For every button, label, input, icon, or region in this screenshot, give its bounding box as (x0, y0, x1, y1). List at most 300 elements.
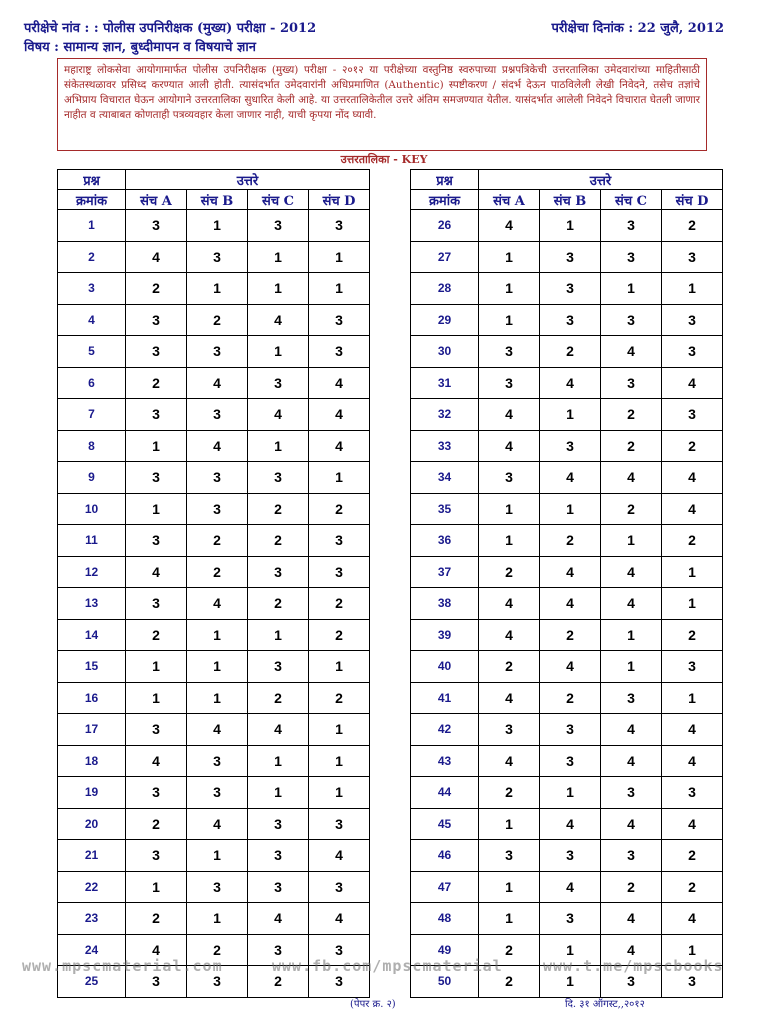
answer-set-c: 4 (601, 336, 662, 368)
answer-set-c: 2 (248, 525, 309, 557)
answer-set-d: 2 (662, 210, 723, 242)
answer-set-b: 2 (540, 336, 601, 368)
answer-set-a: 3 (479, 462, 540, 494)
answer-set-a: 3 (479, 336, 540, 368)
col-header-set-c: संच C (248, 190, 309, 210)
answer-set-c: 4 (601, 934, 662, 966)
answer-set-a: 4 (479, 619, 540, 651)
answer-set-d: 3 (309, 304, 370, 336)
answer-set-d: 4 (662, 493, 723, 525)
question-number: 8 (58, 430, 126, 462)
answer-set-d: 3 (309, 871, 370, 903)
answer-set-d: 2 (662, 871, 723, 903)
answer-set-d: 1 (309, 651, 370, 683)
answer-set-a: 3 (126, 714, 187, 746)
answer-set-d: 2 (309, 588, 370, 620)
table-row (411, 241, 723, 273)
answer-set-d: 2 (662, 430, 723, 462)
answer-set-d: 2 (309, 682, 370, 714)
col-header-set-b: संच B (540, 190, 601, 210)
answer-set-c: 3 (248, 367, 309, 399)
answer-set-b: 4 (187, 808, 248, 840)
answer-set-b: 3 (187, 745, 248, 777)
answer-set-d: 1 (662, 682, 723, 714)
table-row (58, 493, 370, 525)
question-number: 7 (58, 399, 126, 431)
answer-set-c: 1 (248, 745, 309, 777)
answer-set-d: 4 (662, 714, 723, 746)
answer-set-a: 2 (126, 903, 187, 935)
answer-set-c: 4 (601, 462, 662, 494)
answer-set-a: 1 (479, 493, 540, 525)
answer-set-b: 3 (540, 714, 601, 746)
answer-set-d: 3 (309, 210, 370, 242)
table-row (58, 808, 370, 840)
question-number: 1 (58, 210, 126, 242)
answer-set-a: 1 (479, 903, 540, 935)
answer-set-a: 1 (126, 682, 187, 714)
question-number: 13 (58, 588, 126, 620)
table-row (411, 525, 723, 557)
answer-set-d: 1 (309, 714, 370, 746)
answer-set-a: 2 (479, 651, 540, 683)
answer-set-c: 2 (248, 682, 309, 714)
question-number: 50 (411, 966, 479, 998)
answer-set-a: 1 (479, 525, 540, 557)
answer-set-a: 3 (126, 462, 187, 494)
answer-set-c: 1 (248, 777, 309, 809)
answer-set-c: 3 (248, 651, 309, 683)
answer-set-c: 3 (601, 777, 662, 809)
answer-set-c: 1 (601, 273, 662, 305)
answer-set-c: 3 (248, 840, 309, 872)
answer-set-a: 2 (126, 273, 187, 305)
answer-set-a: 1 (126, 651, 187, 683)
answer-set-d: 3 (309, 934, 370, 966)
answer-set-b: 4 (187, 430, 248, 462)
answer-set-b: 1 (187, 619, 248, 651)
answer-set-c: 1 (601, 651, 662, 683)
answer-set-c: 1 (248, 430, 309, 462)
table-row (411, 682, 723, 714)
answer-set-c: 3 (601, 241, 662, 273)
question-number: 42 (411, 714, 479, 746)
answer-set-d: 3 (662, 399, 723, 431)
exam-name: परीक्षेचे नांव : : पोलीस उपनिरीक्षक (मुख्य) परीक्षा - 2012 (24, 21, 317, 36)
answer-set-c: 3 (248, 210, 309, 242)
table-row (411, 336, 723, 368)
question-number: 49 (411, 934, 479, 966)
watermark: www.fb.com/mpscmaterial (272, 957, 503, 975)
answer-set-a: 2 (126, 619, 187, 651)
footer-date: दि. ३१ ऑगस्ट,,२०१२ (565, 999, 645, 1010)
table-row (411, 273, 723, 305)
answer-set-d: 1 (309, 273, 370, 305)
question-number: 35 (411, 493, 479, 525)
answer-set-b: 1 (540, 777, 601, 809)
answer-set-c: 4 (601, 714, 662, 746)
answer-set-d: 4 (309, 367, 370, 399)
answer-set-b: 2 (540, 619, 601, 651)
answer-set-a: 4 (126, 745, 187, 777)
col-header-qnum: क्रमांक (58, 190, 126, 210)
answer-set-d: 4 (662, 745, 723, 777)
answer-set-c: 2 (248, 493, 309, 525)
answer-set-c: 3 (248, 556, 309, 588)
answer-set-a: 3 (126, 588, 187, 620)
answer-set-d: 3 (309, 808, 370, 840)
question-number: 47 (411, 871, 479, 903)
table-row (411, 745, 723, 777)
exam-subject: विषय : सामान्य ज्ञान, बुध्दीमापन व विषयाचे ज्ञान (24, 40, 256, 55)
answer-set-d: 1 (662, 556, 723, 588)
answer-set-b: 4 (187, 588, 248, 620)
answer-set-d: 3 (309, 336, 370, 368)
answer-set-b: 4 (540, 588, 601, 620)
answer-set-c: 2 (248, 966, 309, 998)
answer-set-a: 4 (479, 430, 540, 462)
answer-set-d: 1 (309, 462, 370, 494)
answer-set-a: 3 (126, 525, 187, 557)
col-header-question: प्रश्न (411, 170, 479, 190)
answer-set-d: 2 (309, 619, 370, 651)
answer-set-b: 4 (540, 367, 601, 399)
answer-set-c: 4 (248, 304, 309, 336)
answer-set-b: 3 (187, 336, 248, 368)
answer-set-d: 1 (662, 934, 723, 966)
table-row (58, 336, 370, 368)
answer-set-b: 3 (187, 241, 248, 273)
answer-set-b: 2 (187, 304, 248, 336)
answer-set-a: 3 (126, 840, 187, 872)
question-number: 32 (411, 399, 479, 431)
answer-set-d: 1 (309, 777, 370, 809)
table-row (58, 903, 370, 935)
answer-set-d: 3 (662, 241, 723, 273)
answer-set-b: 3 (540, 903, 601, 935)
answer-set-c: 2 (601, 399, 662, 431)
question-number: 40 (411, 651, 479, 683)
question-number: 31 (411, 367, 479, 399)
table-row (58, 745, 370, 777)
answer-set-d: 3 (662, 777, 723, 809)
question-number: 46 (411, 840, 479, 872)
question-number: 23 (58, 903, 126, 935)
answer-set-a: 2 (479, 934, 540, 966)
table-row (411, 304, 723, 336)
table-row (411, 556, 723, 588)
table-row (58, 651, 370, 683)
answer-set-a: 4 (126, 241, 187, 273)
col-header-set-a: संच A (126, 190, 187, 210)
answer-set-a: 2 (126, 808, 187, 840)
question-number: 21 (58, 840, 126, 872)
answer-set-a: 1 (126, 430, 187, 462)
answer-set-a: 3 (126, 399, 187, 431)
answer-set-a: 1 (479, 241, 540, 273)
answer-set-a: 4 (479, 210, 540, 242)
answer-set-c: 2 (601, 430, 662, 462)
table-row (411, 714, 723, 746)
answer-set-c: 4 (248, 903, 309, 935)
answer-set-d: 4 (662, 367, 723, 399)
answer-set-b: 3 (540, 430, 601, 462)
table-row (411, 588, 723, 620)
answer-set-b: 4 (540, 871, 601, 903)
col-header-qnum: क्रमांक (411, 190, 479, 210)
answer-set-c: 1 (248, 336, 309, 368)
answer-set-b: 2 (187, 525, 248, 557)
question-number: 2 (58, 241, 126, 273)
question-number: 39 (411, 619, 479, 651)
answer-set-b: 3 (187, 493, 248, 525)
answer-set-c: 1 (248, 619, 309, 651)
question-number: 25 (58, 966, 126, 998)
answer-set-b: 2 (187, 556, 248, 588)
answer-set-a: 3 (126, 210, 187, 242)
notice-box: महाराष्ट्र लोकसेवा आयोगामार्फत पोलीस उपनिरीक्षक (मुख्य) परीक्षा - २०१२ या परीक्षेच्या वस्तुनिष्ठ स्वरुपाच्या प्रश्नपत्रिकेची उत्तरतालिका उमेदवारांच्या माहितीसाठी संकेतस्थळावर प्रसिध्द करण्यात आली होती. त्यासंदर्भात उमेदवारांनी अधिप्रमाणित (Authentic) स्पष्टीकरण / संदर्भ देऊन पाठविलेली लेखी निवेदने, तसेच तज्ञांचे अभिप्राय विचारात घेऊन आयोगाने उत्तरतालिका सुधारित केली आहे. या उत्तरतालिकेतील उत्तरे अंतिम समजण्यात येतील. यासंदर्भात आलेली निवेदने विचारात घेतली जाणार नाहीत व त्याबाबत कोणताही पत्रव्यवहार केला जाणार नाही, याची कृपया नोंद घ्यावी. (57, 58, 707, 151)
answer-set-b: 3 (187, 399, 248, 431)
answer-set-d: 4 (309, 430, 370, 462)
answer-set-c: 3 (601, 367, 662, 399)
answer-set-c: 3 (601, 304, 662, 336)
table-row (411, 462, 723, 494)
question-number: 15 (58, 651, 126, 683)
table-row (58, 871, 370, 903)
answer-set-b: 3 (187, 871, 248, 903)
answer-set-a: 2 (479, 777, 540, 809)
table-row (58, 777, 370, 809)
question-number: 27 (411, 241, 479, 273)
question-number: 36 (411, 525, 479, 557)
question-number: 48 (411, 903, 479, 935)
answer-set-a: 1 (479, 871, 540, 903)
watermark: www.t.me/mpscbooks (543, 957, 724, 975)
answer-set-b: 1 (187, 840, 248, 872)
answer-set-d: 4 (662, 903, 723, 935)
answer-set-d: 4 (309, 903, 370, 935)
answer-set-a: 1 (479, 808, 540, 840)
answer-set-b: 4 (540, 462, 601, 494)
col-header-answers: उत्तरे (126, 170, 370, 190)
question-number: 43 (411, 745, 479, 777)
answer-set-b: 4 (187, 714, 248, 746)
col-header-answers: उत्तरे (479, 170, 723, 190)
question-number: 18 (58, 745, 126, 777)
question-number: 10 (58, 493, 126, 525)
table-row (58, 525, 370, 557)
answer-set-c: 2 (601, 871, 662, 903)
question-number: 24 (58, 934, 126, 966)
col-header-question: प्रश्न (58, 170, 126, 190)
answer-set-d: 3 (309, 525, 370, 557)
question-number: 4 (58, 304, 126, 336)
answer-key-table-left (57, 169, 370, 998)
answer-set-b: 1 (187, 682, 248, 714)
question-number: 3 (58, 273, 126, 305)
answer-set-c: 1 (601, 525, 662, 557)
question-number: 5 (58, 336, 126, 368)
question-number: 33 (411, 430, 479, 462)
answer-set-b: 1 (187, 210, 248, 242)
question-number: 14 (58, 619, 126, 651)
question-number: 44 (411, 777, 479, 809)
question-number: 41 (411, 682, 479, 714)
answer-set-b: 3 (187, 777, 248, 809)
question-number: 22 (58, 871, 126, 903)
question-number: 12 (58, 556, 126, 588)
table-row (411, 619, 723, 651)
table-row (58, 273, 370, 305)
answer-set-b: 3 (540, 745, 601, 777)
answer-set-c: 3 (248, 462, 309, 494)
answer-set-d: 3 (662, 966, 723, 998)
question-number: 11 (58, 525, 126, 557)
table-row (58, 714, 370, 746)
answer-set-b: 3 (187, 966, 248, 998)
table-row (58, 367, 370, 399)
key-title: उत्तरतालिका - KEY (340, 153, 428, 166)
answer-set-d: 4 (662, 462, 723, 494)
table-row (411, 808, 723, 840)
answer-set-c: 1 (248, 241, 309, 273)
footer-paper-number: (पेपर क्र. २) (350, 999, 396, 1010)
question-number: 37 (411, 556, 479, 588)
answer-set-c: 3 (601, 682, 662, 714)
answer-set-a: 4 (479, 399, 540, 431)
answer-key-table-right (410, 169, 723, 998)
answer-set-c: 4 (248, 399, 309, 431)
answer-set-d: 2 (662, 840, 723, 872)
table-row (58, 682, 370, 714)
table-row (411, 840, 723, 872)
col-header-set-c: संच C (601, 190, 662, 210)
table-row (411, 367, 723, 399)
col-header-set-d: संच D (309, 190, 370, 210)
answer-set-d: 2 (309, 493, 370, 525)
question-number: 45 (411, 808, 479, 840)
table-row (58, 462, 370, 494)
answer-set-c: 4 (601, 588, 662, 620)
answer-set-c: 3 (601, 210, 662, 242)
answer-set-d: 1 (662, 588, 723, 620)
table-row (58, 210, 370, 242)
answer-set-d: 3 (309, 966, 370, 998)
table-row (58, 619, 370, 651)
answer-set-a: 3 (126, 336, 187, 368)
answer-set-b: 4 (540, 556, 601, 588)
answer-set-c: 3 (248, 808, 309, 840)
answer-set-d: 2 (662, 525, 723, 557)
answer-set-a: 3 (479, 714, 540, 746)
table-row (58, 241, 370, 273)
answer-set-d: 2 (662, 619, 723, 651)
answer-set-a: 3 (479, 367, 540, 399)
answer-set-a: 2 (126, 367, 187, 399)
answer-set-d: 4 (662, 808, 723, 840)
answer-set-b: 2 (540, 525, 601, 557)
answer-set-b: 4 (540, 651, 601, 683)
answer-set-d: 3 (662, 336, 723, 368)
table-row (411, 903, 723, 935)
question-number: 30 (411, 336, 479, 368)
answer-set-a: 4 (126, 934, 187, 966)
answer-set-b: 1 (187, 273, 248, 305)
watermark: www.mpscmaterial.com (22, 957, 223, 975)
answer-set-d: 3 (662, 304, 723, 336)
answer-set-a: 1 (479, 273, 540, 305)
table-row (411, 210, 723, 242)
answer-set-c: 1 (601, 619, 662, 651)
answer-set-b: 3 (187, 462, 248, 494)
answer-set-d: 4 (309, 840, 370, 872)
answer-set-c: 4 (601, 903, 662, 935)
answer-set-b: 3 (540, 840, 601, 872)
answer-set-c: 2 (601, 493, 662, 525)
table-row (411, 651, 723, 683)
answer-set-a: 3 (126, 777, 187, 809)
answer-set-a: 3 (126, 304, 187, 336)
answer-set-a: 3 (126, 966, 187, 998)
answer-set-b: 2 (187, 934, 248, 966)
answer-set-b: 1 (540, 493, 601, 525)
table-row (58, 840, 370, 872)
question-number: 28 (411, 273, 479, 305)
answer-set-c: 1 (248, 273, 309, 305)
answer-set-c: 4 (601, 556, 662, 588)
table-row (58, 588, 370, 620)
answer-set-d: 3 (309, 556, 370, 588)
answer-set-a: 4 (479, 682, 540, 714)
answer-set-b: 4 (187, 367, 248, 399)
question-number: 6 (58, 367, 126, 399)
answer-set-a: 4 (479, 588, 540, 620)
table-row (411, 871, 723, 903)
table-row (58, 304, 370, 336)
answer-set-a: 4 (126, 556, 187, 588)
answer-set-c: 2 (248, 588, 309, 620)
answer-set-b: 2 (540, 682, 601, 714)
table-row (411, 777, 723, 809)
answer-set-d: 1 (662, 273, 723, 305)
question-number: 17 (58, 714, 126, 746)
question-number: 9 (58, 462, 126, 494)
answer-set-d: 1 (309, 241, 370, 273)
answer-set-b: 3 (540, 273, 601, 305)
answer-set-a: 4 (479, 745, 540, 777)
col-header-set-d: संच D (662, 190, 723, 210)
table-row (411, 399, 723, 431)
answer-set-b: 3 (540, 304, 601, 336)
answer-set-b: 1 (540, 934, 601, 966)
table-row (58, 399, 370, 431)
answer-set-b: 1 (540, 966, 601, 998)
question-number: 29 (411, 304, 479, 336)
answer-set-c: 3 (601, 840, 662, 872)
answer-set-b: 3 (540, 241, 601, 273)
answer-set-a: 2 (479, 966, 540, 998)
question-number: 26 (411, 210, 479, 242)
table-row (58, 430, 370, 462)
question-number: 19 (58, 777, 126, 809)
answer-set-d: 3 (662, 651, 723, 683)
answer-set-c: 4 (601, 745, 662, 777)
answer-set-a: 1 (479, 304, 540, 336)
question-number: 38 (411, 588, 479, 620)
answer-set-b: 4 (540, 808, 601, 840)
exam-date: परीक्षेचा दिनांक : 22 जुलै, 2012 (551, 21, 724, 36)
col-header-set-a: संच A (479, 190, 540, 210)
